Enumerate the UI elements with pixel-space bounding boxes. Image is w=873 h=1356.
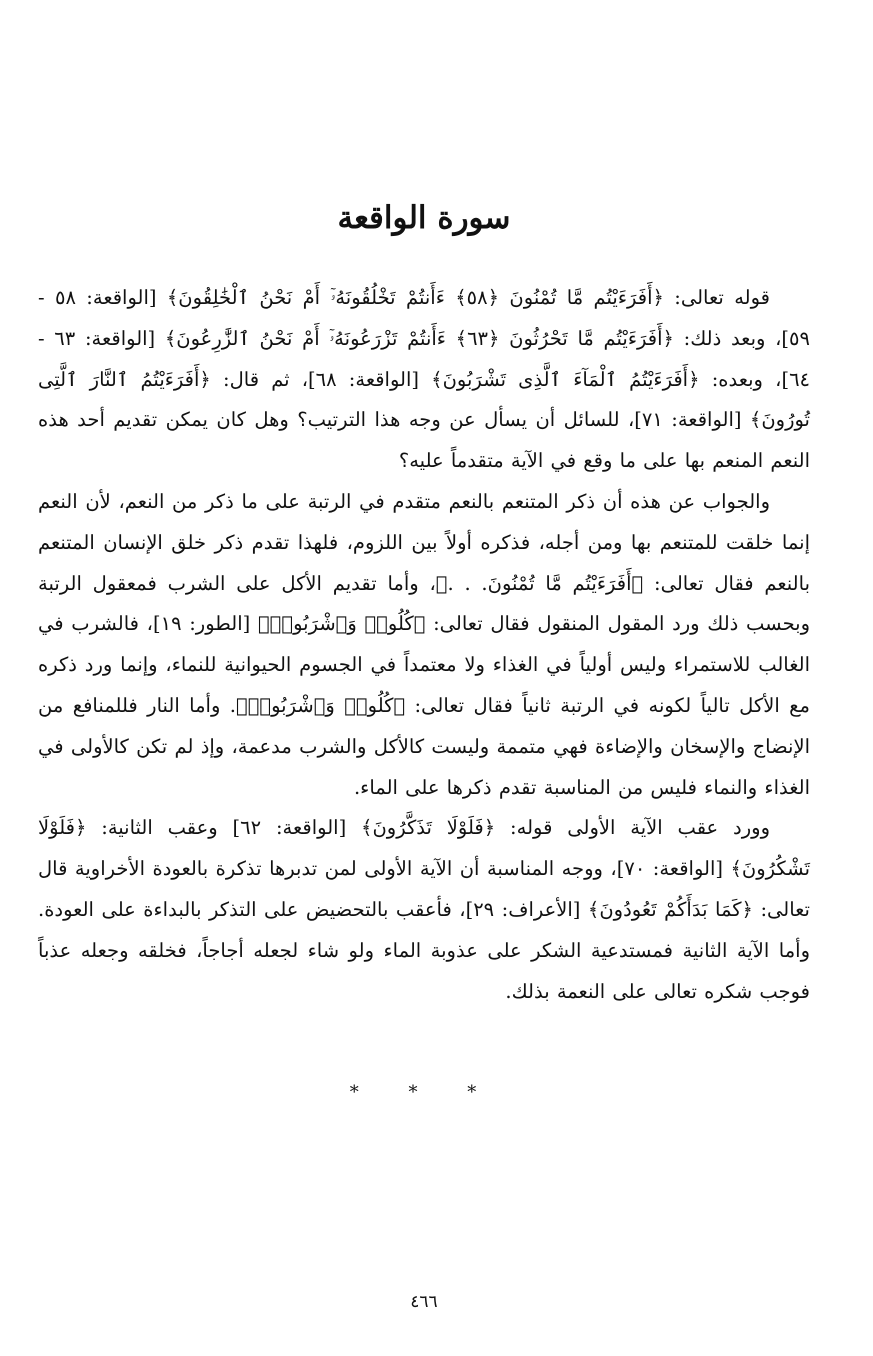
chapter-title: سورة الواقعة (337, 200, 511, 236)
book-page (38, 0, 810, 1356)
paragraph-2: والجواب عن هذه أن ذكر المتنعم بالنعم متقدم في الرتبة على ما ذكر من النعم، لأن النعم إنما خلقت للمتنعم بها ومن أجله، فذكره أولاً بين اللزوم، فلهذا تقدم ذكر خلق الإنسان المتنعم بالنعم فقال تعالى: ﴿أَفَرَءَيْتُم مَّا تُمْنُونَ. . .﴾، وأما تقديم الأكل على الشرب فمعقول الرتبة وبحسب ذلك ورد المقول المنقول فقال تعالى: ﴿كُلُوا۟ وَٱشْرَبُوا۟﴾ [الطور: ١٩]، فالشرب في الغالب للاستمراء وليس أولياً في الغذاء ولا معتمداً في الجسوم الحيوانية للنماء، وإنما ورد ذكره مع الأكل تالياً لكونه في الرتبة ثانياً فقال تعالى: ﴿كُلُوا۟ وَٱشْرَبُوا۟﴾. وأما النار فللمنافع من الإنضاج والإسخان والإضاءة فهي متممة وليست كالأكل والشرب مدعمة، وإذ لم تكن كالأولى في الغذاء والنماء فليس من المناسبة تقدم ذكرها على الماء. (38, 489, 811, 799)
paragraph-1: قوله تعالى: ﴿أَفَرَءَيْتُم مَّا تُمْنُونَ ﴿٥٨﴾ ءَأَنتُمْ تَخْلُقُونَهُۥٓ أَمْ نَحْنُ ٱلْخَٰلِقُونَ﴾ [الواقعة: ٥٨ - ٥٩]، وبعد ذلك: ﴿أَفَرَءَيْتُم مَّا تَحْرُثُونَ ﴿٦٣﴾ ءَأَنتُمْ تَزْرَعُونَهُۥٓ أَمْ نَحْنُ ٱلزَّٰرِعُونَ﴾ [الواقعة: ٦٣ - ٦٤]، وبعده: ﴿أَفَرَءَيْتُمُ ٱلْمَآءَ ٱلَّذِى تَشْرَبُونَ﴾ [الواقعة: ٦٨]، ثم قال: ﴿أَفَرَءَيْتُمُ ٱلنَّارَ ٱلَّتِى تُورُونَ﴾ [الواقعة: ٧١]، للسائل أن يسأل عن وجه هذا الترتيب؟ وهل كان يمكن تقديم أحد هذه النعم المنعم بها على ما وقع في الآية متقدماً عليه؟ (38, 286, 811, 473)
body-text (38, 278, 810, 1012)
paragraph-3: وورد عقب الآية الأولى قوله: ﴿فَلَوْلَا تَذَكَّرُونَ﴾ [الواقعة: ٦٢] وعقب الثانية: ﴿فَلَوْلَا تَشْكُرُونَ﴾ [الواقعة: ٧٠]، ووجه المناسبة أن الآية الأولى لمن تدبرها تذكرة بالعودة الأخراوية قال تعالى: ﴿كَمَا بَدَأَكُمْ تَعُودُونَ﴾ [الأعراف: ٢٩]، فأعقب بالتحضيض على التذكر بالبداءة على العودة. وأما الآية الثانية فمستدعية الشكر على عذوبة الماء ولو شاء لجعله أجاجاً، فخلقه وجعله عذباً فوجب شكره تعالى على النعمة بذلك. (38, 816, 811, 1003)
page-number: ٤٦٦ (410, 1292, 438, 1312)
section-separator: * * * (349, 1082, 499, 1103)
